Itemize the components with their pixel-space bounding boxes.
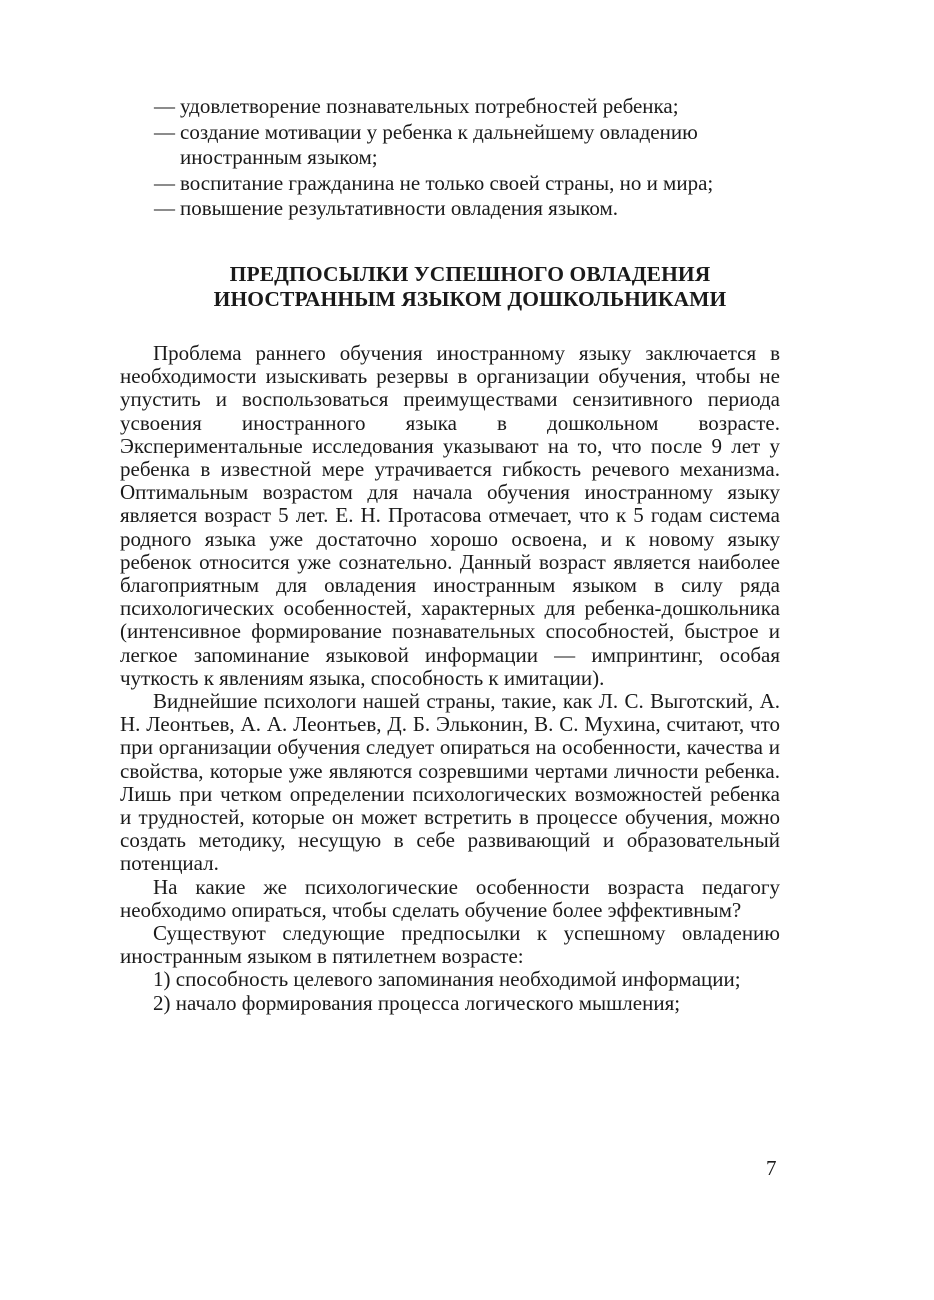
numbered-item: 2) начало формирования процесса логического мышления; bbox=[153, 990, 681, 1015]
list-item-text: удовлетворение познавательных потребностей ребенка; bbox=[180, 94, 679, 118]
bullet-dash: — bbox=[154, 94, 175, 118]
numbered-item: 1) способность целевого запоминания необходимой информации; bbox=[153, 967, 741, 992]
bullet-dash: — bbox=[154, 119, 175, 144]
paragraph: Проблема раннего обучения иностранному языку заключается в необходимости изыскивать резервы в организации обучения, чтобы не упустить и воспользоваться преимуществами сензитивного периода усвоения иностранного языка в дошкольном возрасте. Экспериментальные исследования указывают на то, что после 9 лет у ребенка в известной мере утрачивается гибкость речевого механизма. Оптимальным возрастом для начала обучения иностранному языку является возраст 5 лет. Е. Н. Протасова отмечает, что к 5 годам система родного языка уже достаточно хорошо освоена, и к новому языку ребенок относится уже сознательно. Данный возраст является наиболее благоприятным для овладения иностранным языком в силу ряда психологических особенностей, характерных для ребенка-дошкольника (интенсивное формирование познавательных способностей, быстрое и легкое запоминание языковой информации — импринтинг, особая чуткость к явлениям языка, способность к имитации). bbox=[120, 341, 780, 690]
bullet-list bbox=[154, 94, 784, 222]
paragraph: На какие же психологические особенности возраста педагогу необходимо опираться, чтобы сделать обучение более эффективным? bbox=[120, 874, 780, 922]
page-number: 7 bbox=[766, 1156, 777, 1180]
section-heading-line-1: ПРЕДПОСЫЛКИ УСПЕШНОГО ОВЛАДЕНИЯ bbox=[229, 262, 711, 286]
list-item bbox=[154, 171, 784, 197]
section-heading-line-2: ИНОСТРАННЫМ ЯЗЫКОМ ДОШКОЛЬНИКАМИ bbox=[213, 287, 727, 311]
list-item-text: воспитание гражданина не только своей страны, но и мира; bbox=[180, 170, 714, 195]
bullet-dash: — bbox=[154, 170, 175, 195]
paragraph: Виднейшие психологи нашей страны, такие, как Л. С. Выготский, А. Н. Леонтьев, А. А. Леонтьев, Д. Б. Эльконин, В. С. Мухина, считают, что при организации обучения следует опираться на особенности, качества и свойства, которые уже являются созревшими чертами личности ребенка. Лишь при четком определении психологических возможностей ребенка и трудностей, которые он может встретить в процессе обучения, можно создать методику, несущую в себе развивающий и образовательный потенциал. bbox=[120, 689, 780, 876]
paragraph: Существуют следующие предпосылки к успешному овладению иностранным языком в пятилетнем возрасте: bbox=[120, 921, 780, 969]
list-item-text: повышение результативности овладения языком. bbox=[180, 196, 619, 220]
list-item bbox=[154, 120, 784, 171]
list-item bbox=[154, 196, 784, 222]
body-text bbox=[120, 342, 780, 1015]
section-heading bbox=[120, 262, 820, 312]
bullet-dash: — bbox=[154, 196, 175, 220]
list-item bbox=[154, 94, 784, 120]
list-item-text: создание мотивации у ребенка к дальнейшему овладению иностранным языком; bbox=[180, 119, 698, 169]
